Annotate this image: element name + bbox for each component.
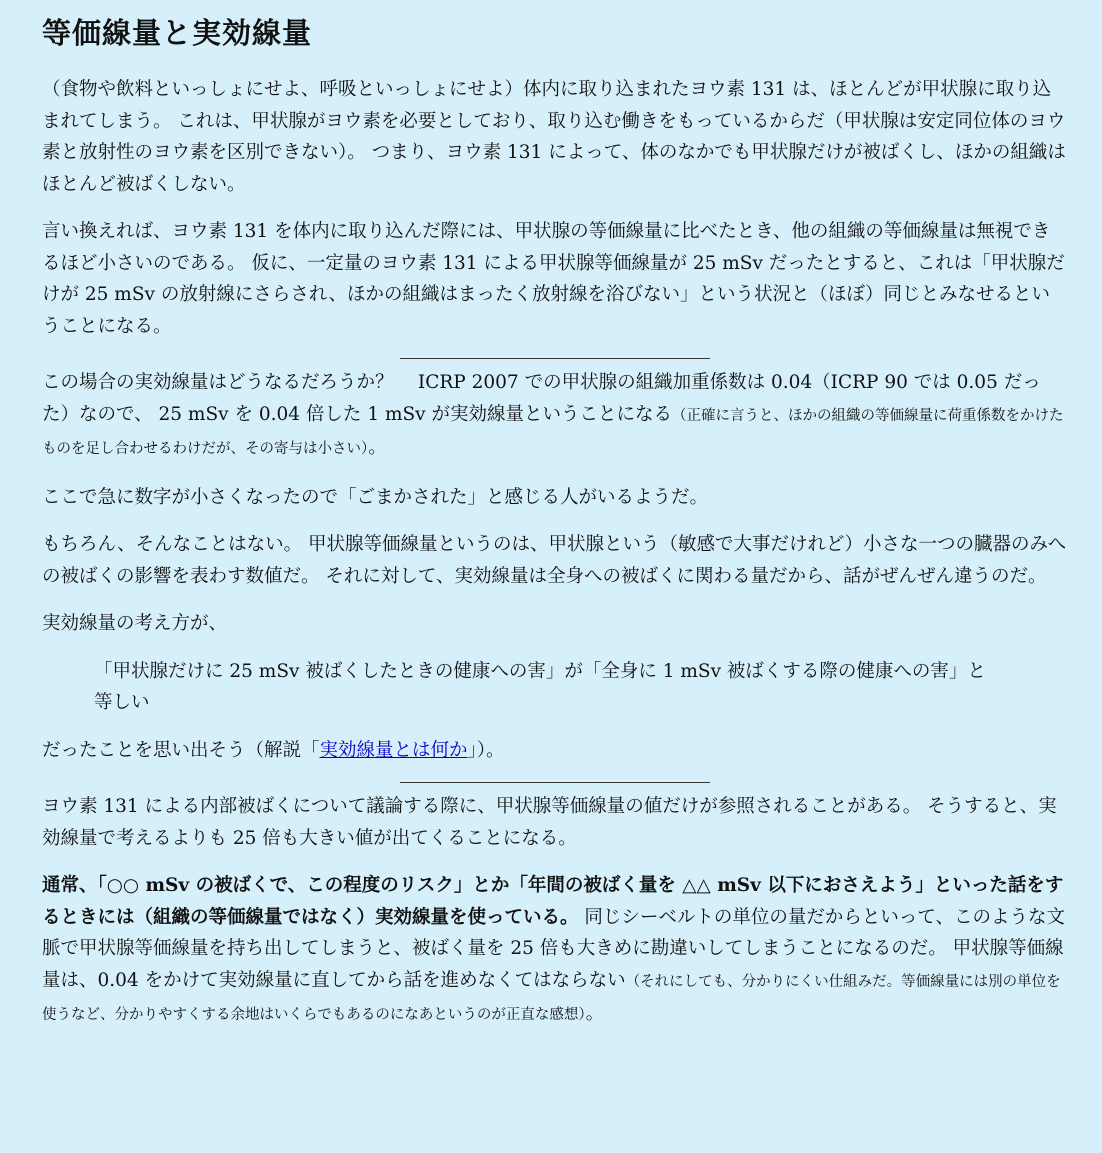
effective-dose-note: （正確に言うと、ほかの組織の等価線量に荷重係数をかけたものを足し合わせるわけだが、その寄与は小さい）: [42, 407, 1064, 457]
recall-text-after: 」）。: [467, 739, 505, 761]
paragraph-concept-intro: 実効線量の考え方が、: [42, 613, 228, 634]
conclusion-end: 。: [585, 1003, 605, 1024]
paragraph-internal-exposure: ヨウ素 131 による内部被ばくについて議論する際に、甲状腺等価線量の値だけが参照されることがある。 そうすると、実効線量で考えるよりも 25 倍も大きい値が出てくることになる。: [42, 796, 1057, 849]
paragraph-not-deceived: もちろん、そんなことはない。 甲状腺等価線量というのは、甲状腺という（敏感で大事だけれど）小さな一つの臓器のみへの被ばくの影響を表わす数値だ。 それに対して、実効線量は全身への被ばくに関わる量だから、話がぜんぜん違うのだ。: [42, 534, 1067, 587]
recall-text-before: だったことを思い出そう（解説「: [42, 739, 320, 761]
effective-dose-explanation-link[interactable]: 実効線量とは何か: [319, 739, 468, 761]
conclusion-text: 同じシーベルトの単位の量だからといって、このような文脈で甲状腺等価線量を持ち出してしまうと、被ばく量を 25 倍も大きめに勘違いしてしまうことになるのだ。 甲状腺等価線量は、0.04 をかけて実効線量に直してから話を進めなくてはならない: [42, 906, 1066, 991]
paragraph-deceived: ここで急に数字が小さくなったので「ごまかされた」と感じる人がいるようだ。: [42, 486, 709, 508]
effective-dose-text: この場合の実効線量はどうなるだろうか？ ICRP 2007 での甲状腺の組織加重係数は 0.04（ICRP 90 では 0.05 だった）なので、 25 mSv を 0.04 倍した 1 mSv が実効線量ということになる: [42, 372, 1041, 425]
section-divider-2: [400, 782, 710, 783]
section-divider: [400, 358, 710, 359]
concept-quote: 「甲状腺だけに 25 mSv 被ばくしたときの健康への害」が「全身に 1 mSv 被ばくする際の健康への害」と等しい: [94, 660, 986, 713]
paragraph-iodine-uptake: （食物や飲料といっしょにせよ、呼吸といっしょにせよ）体内に取り込まれたヨウ素 131 は、ほとんどが甲状腺に取り込まれてしまう。 これは、甲状腺がヨウ素を必要としており、取り込む働きをもっているからだ（甲状腺は安定同位体のヨウ素と放射性のヨウ素を区別できない）。 つまり、ヨウ素 131 によって、体のなかでも甲状腺だけが被ばくし、ほかの組織はほとんど被ばくしない。: [42, 79, 1066, 195]
paragraph-effective-dose: [42, 367, 1068, 466]
paragraph-recall: [42, 735, 1068, 767]
conclusion-note: （それにしても、分かりにくい仕組みだ。等価線量には別の単位を使うなど、分かりやすくする余地はいくらでもあるのになあというのが正直な感想）: [42, 973, 1061, 1023]
paragraph-equivalent-dose: 言い換えれば、ヨウ素 131 を体内に取り込んだ際には、甲状腺の等価線量に比べたとき、他の組織の等価線量は無視できるほど小さいのである。 仮に、一定量のヨウ素 131 による甲状腺等価線量が 25 mSv だったとすると、これは「甲状腺だけが 25 mSv の放射線にさらされ、ほかの組織はまったく放射線を浴びない」という状況と（ほぼ）同じとみなせるということになる。: [42, 221, 1065, 337]
conclusion-bold-text: 通常、「○○ mSv の被ばくで、この程度のリスク」とか「年間の被ばく量を △△ mSv 以下におさえよう」といった話をするときには（組織の等価線量ではなく）実効線量を使っている。: [42, 875, 1064, 928]
effective-dose-end: 。: [368, 437, 387, 458]
paragraph-conclusion: [42, 870, 1068, 1032]
page-title: 等価線量と実効線量: [42, 16, 313, 50]
